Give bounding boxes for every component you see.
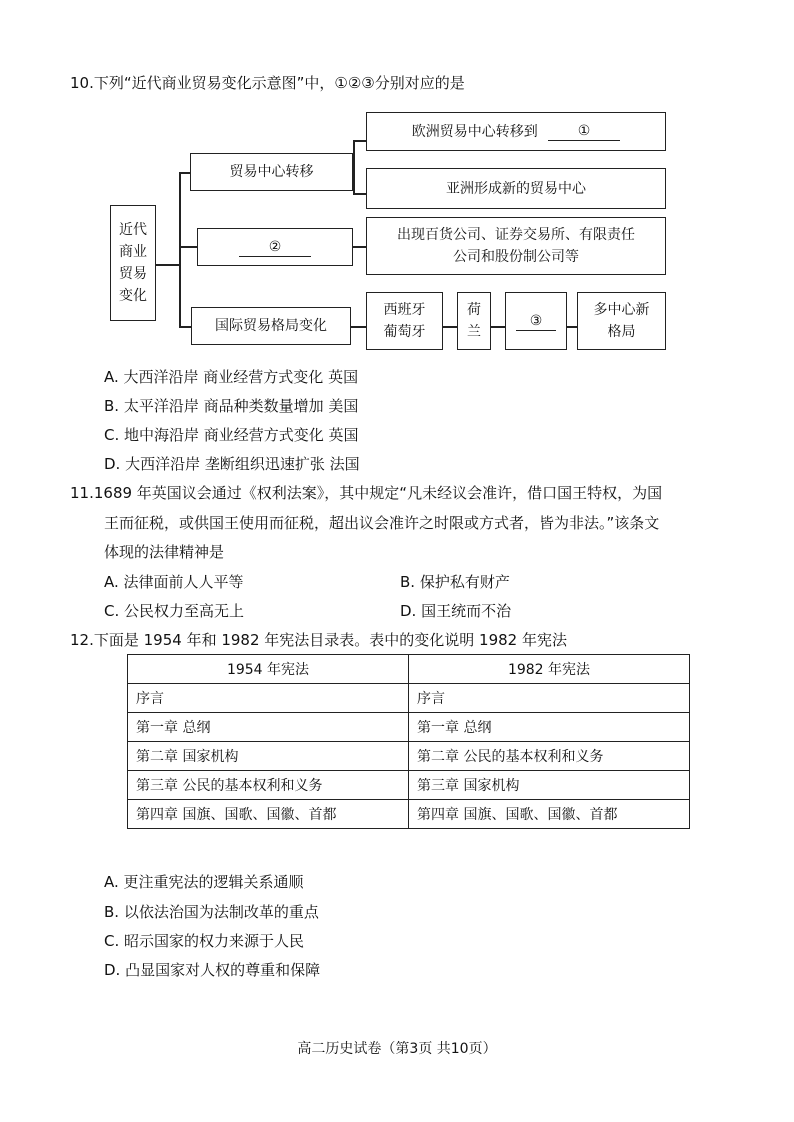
connector — [179, 172, 181, 326]
q12-option-b: B. 以依法治国为法制改革的重点 — [104, 903, 319, 921]
q10-option-c: C. 地中海沿岸 商业经营方式变化 英国 — [104, 426, 359, 444]
connector — [353, 246, 366, 248]
connector — [353, 140, 355, 194]
page-footer: 高二历史试卷（第3页 共10页） — [297, 1041, 497, 1057]
table-header-1954: 1954 年宪法 — [128, 655, 409, 684]
connector — [179, 246, 197, 248]
table-cell: 第一章 总纲 — [128, 713, 409, 742]
q12-option-d: D. 凸显国家对人权的尊重和保障 — [104, 961, 321, 979]
table-row — [128, 800, 690, 829]
table-cell: 第二章 公民的基本权利和义务 — [409, 742, 690, 771]
q10-stem: 10.下列“近代商业贸易变化示意图”中，①②③分别对应的是 — [70, 74, 465, 92]
q11-stem-line-1: 11.1689 年英国议会通过《权利法案》，其中规定“凡未经议会准许，借口国王特权，为国 — [70, 484, 663, 502]
table-cell: 第二章 国家机构 — [128, 742, 409, 771]
table-row — [128, 771, 690, 800]
q11-option-a: A. 法律面前人人平等 — [104, 573, 244, 591]
connector — [179, 172, 190, 174]
seq-spain-portugal: 西班牙葡萄牙 — [366, 292, 443, 350]
diagram-root-box: 近代商业贸易变化 — [110, 205, 156, 321]
connector — [353, 193, 366, 195]
q11-option-d: D. 国王统而不治 — [400, 602, 512, 620]
connector — [179, 326, 191, 328]
connector — [443, 326, 457, 328]
q12-stem: 12.下面是 1954 年和 1982 年宪法目录表。表中的变化说明 1982 年宪法 — [70, 631, 567, 649]
branch2-box — [197, 228, 353, 266]
table-cell: 第四章 国旗、国歌、国徽、首都 — [409, 800, 690, 829]
connector — [156, 264, 180, 266]
q11-option-c: C. 公民权力至高无上 — [104, 602, 245, 620]
blank-1: ① — [548, 122, 621, 141]
branch2-sub-box: 出现百货公司、证券交易所、有限责任公司和股份制公司等 — [366, 217, 666, 275]
connector — [491, 326, 505, 328]
seq-netherlands: 荷兰 — [457, 292, 491, 350]
branch3-box: 国际贸易格局变化 — [191, 307, 351, 345]
table-header-row — [128, 655, 690, 684]
q11-stem-line-2: 王而征税，或供国王使用而征税，超出议会准许之时限或方式者，皆为非法。”该条文 — [104, 514, 660, 532]
table-cell: 第一章 总纲 — [409, 713, 690, 742]
branch1-box: 贸易中心转移 — [190, 153, 353, 191]
connector — [353, 140, 366, 142]
connector — [567, 326, 577, 328]
constitution-table — [127, 654, 690, 829]
seq-blank-3 — [505, 292, 567, 350]
q12-option-c: C. 昭示国家的权力来源于人民 — [104, 932, 305, 950]
branch1-sub1-box — [366, 112, 666, 151]
q10-option-a: A. 大西洋沿岸 商业经营方式变化 英国 — [104, 368, 359, 386]
branch1-sub1-text: 欧洲贸易中心转移到 — [411, 123, 538, 140]
table-cell: 第三章 公民的基本权利和义务 — [128, 771, 409, 800]
q12-option-a: A. 更注重宪法的逻辑关系通顺 — [104, 873, 304, 891]
seq-multi-center: 多中心新格局 — [577, 292, 666, 350]
table-cell: 序言 — [409, 684, 690, 713]
table-header-1982: 1982 年宪法 — [409, 655, 690, 684]
table-cell: 序言 — [128, 684, 409, 713]
q10-option-b: B. 太平洋沿岸 商品种类数量增加 美国 — [104, 397, 359, 415]
q10-option-d: D. 大西洋沿岸 垄断组织迅速扩张 法国 — [104, 455, 360, 473]
table-row — [128, 684, 690, 713]
table-row — [128, 742, 690, 771]
table-row — [128, 713, 690, 742]
branch1-sub2-box: 亚洲形成新的贸易中心 — [366, 168, 666, 209]
q11-stem-line-3: 体现的法律精神是 — [104, 543, 225, 561]
table-cell: 第三章 国家机构 — [409, 771, 690, 800]
blank-2: ② — [239, 238, 312, 257]
q11-option-b: B. 保护私有财产 — [400, 573, 510, 591]
table-cell: 第四章 国旗、国歌、国徽、首都 — [128, 800, 409, 829]
connector — [351, 326, 366, 328]
blank-3: ③ — [516, 312, 557, 331]
